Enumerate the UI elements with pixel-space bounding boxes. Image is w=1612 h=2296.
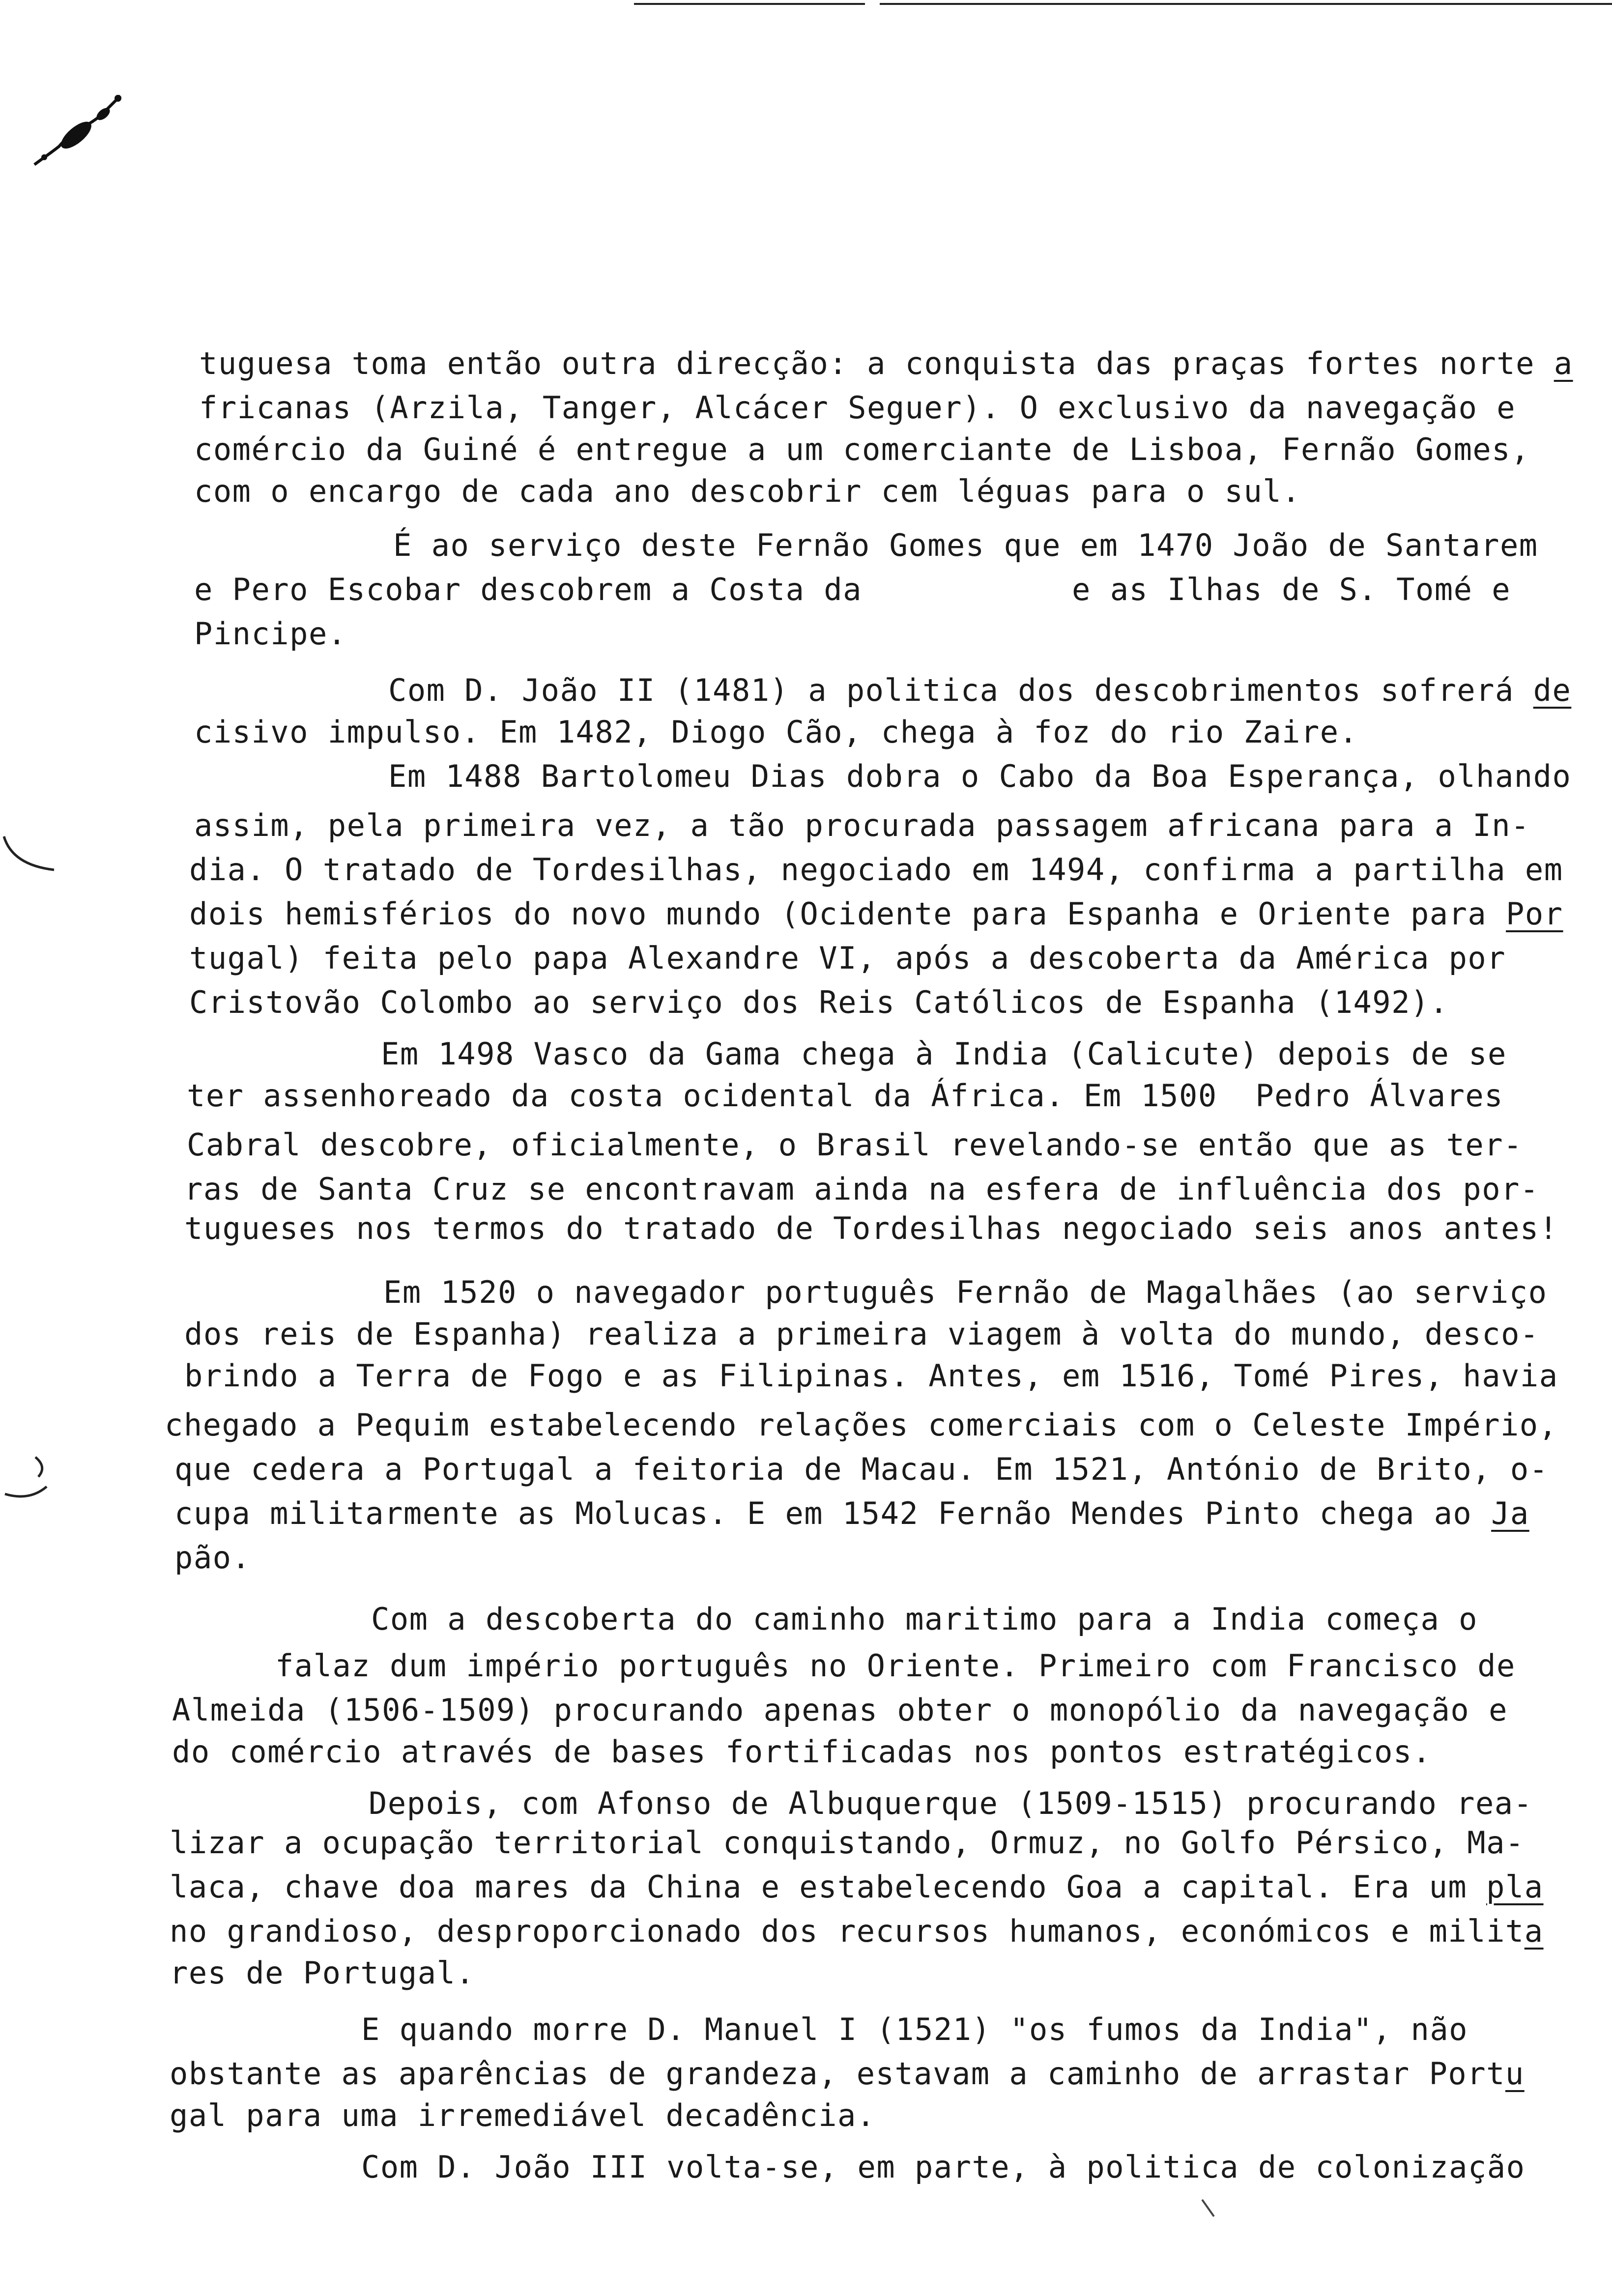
line-text: E quando morre D. Manuel I (1521) "os fumos da India", não — [361, 2011, 1468, 2047]
text-line — [170, 1953, 475, 1993]
line-text: ter assenhoreado da costa ocidental da África. Em 1500 Pedro Álvares — [187, 1078, 1504, 1114]
text-line — [199, 344, 1573, 383]
text-line — [184, 1170, 1539, 1209]
text-line — [170, 1823, 1525, 1863]
text-line — [170, 2096, 876, 2135]
text-line — [172, 1691, 1508, 1730]
line-text: Cristovão Colombo ao serviço dos Reis Católicos de Espanha (1492). — [189, 984, 1449, 1020]
text-line — [361, 2010, 1468, 2049]
line-tail: milit — [1429, 1913, 1525, 1949]
underlined-syllable: pla — [1486, 1869, 1544, 1905]
line-text: que cedera a Portugal a feitoria de Macau. Em 1521, António de Brito, o- — [174, 1451, 1549, 1487]
text-line — [383, 1273, 1547, 1312]
underlined-syllable: u — [1505, 2056, 1525, 2092]
line-text: É ao serviço deste Fernão Gomes que em 1470 João de Santarem — [393, 527, 1538, 563]
line-text: Depois, com Afonso de Albuquerque (1509-1515) procurando rea- — [369, 1785, 1533, 1821]
text-line — [174, 1494, 1529, 1533]
text-line — [194, 713, 1358, 752]
text-line — [189, 894, 1563, 934]
text-line — [194, 570, 1511, 609]
text-line — [187, 1076, 1503, 1116]
text-line — [170, 1912, 1544, 1951]
line-text: dos reis de Espanha) realiza a primeira viagem à volta do mundo, desco- — [184, 1316, 1539, 1352]
text-line — [184, 1209, 1558, 1248]
line-text: ras de Santa Cruz se encontravam ainda na esfera de influência dos por- — [184, 1171, 1539, 1207]
line-text: falaz dum império português no Oriente. Primeiro com Francisco de — [275, 1648, 1516, 1684]
text-line — [189, 850, 1563, 890]
text-line — [361, 2148, 1525, 2187]
text-line — [184, 1356, 1558, 1396]
underlined-syllable: de — [1533, 672, 1572, 708]
line-text: brindo a Terra de Fogo e as Filipinas. Antes, em 1516, Tomé Pires, havia — [184, 1358, 1558, 1394]
line-text: res de Portugal. — [170, 1955, 475, 1991]
line-text: com o encargo de cada ano descobrir cem léguas para o sul. — [194, 473, 1301, 509]
line-text: Almeida (1506-1509) procurando apenas obter o monopólio da navegação e — [172, 1692, 1508, 1728]
line-text: pão. — [174, 1540, 251, 1576]
line-text: Em 1520 o navegador português Fernão de Magalhães (ao serviço — [383, 1274, 1548, 1310]
underlined-syllable: Por — [1506, 896, 1563, 932]
line-text: tuguesa toma então outra direcção: a conquista das praças fortes norte — [199, 345, 1554, 381]
line-text: tugal) feita pelo papa Alexandre VI, após a descoberta da América por — [189, 940, 1506, 976]
line-text: cupa militarmente as Molucas. E em 1542 Fernão Mendes Pinto chega ao — [174, 1495, 1492, 1531]
text-line — [189, 983, 1449, 1022]
line-text: obstante as aparências de grandeza, estavam a caminho de arrastar — [170, 2056, 1429, 2092]
line-text: dois hemisférios do novo mundo (Ocidente para Espanha e Oriente para — [189, 896, 1506, 932]
text-line — [393, 526, 1538, 565]
text-line — [172, 1732, 1432, 1772]
text-line — [388, 671, 1571, 710]
line-text: assim, pela primeira vez, a tão procurada passagem africana para a In- — [194, 807, 1530, 843]
line-text: laca, chave doa mares da China e estabelecendo Goa a capital. Era um — [170, 1869, 1487, 1905]
line-text: no grandioso, desproporcionado dos recursos humanos, económicos e — [170, 1913, 1429, 1949]
line-text: Com a descoberta do caminho maritimo para a India começa o — [371, 1601, 1478, 1637]
line-text: Com D. João II (1481) a politica dos descobrimentos sofrerá — [388, 672, 1533, 708]
line-text: dia. O tratado de Tordesilhas, negociado em 1494, confirma a partilha em — [189, 852, 1563, 888]
line-text: tugueses nos termos do tratado de Tordesilhas negociado seis anos antes! — [184, 1210, 1558, 1246]
line-text: e Pero Escobar descobrem a Costa da e as Ilhas de S. Tomé e — [194, 572, 1511, 607]
line-text: gal para uma irremediável decadência. — [170, 2097, 876, 2133]
text-line — [189, 939, 1506, 978]
text-line — [388, 757, 1571, 796]
text-line — [194, 614, 347, 654]
line-text: Pincipe. — [194, 616, 347, 652]
underlined-syllable: a — [1524, 1913, 1544, 1949]
line-text: fricanas (Arzila, Tanger, Alcácer Seguer). O exclusivo da navegação e — [199, 390, 1516, 426]
text-line — [194, 472, 1301, 511]
text-line — [275, 1646, 1516, 1686]
line-tail: Port — [1429, 2056, 1505, 2092]
line-text: Em 1488 Bartolomeu Dias dobra o Cabo da Boa Esperança, olhando — [388, 758, 1572, 794]
line-text: lizar a ocupação territorial conquistando, Ormuz, no Golfo Pérsico, Ma- — [170, 1825, 1525, 1861]
text-line — [371, 1600, 1478, 1639]
text-line — [369, 1784, 1532, 1823]
text-line — [165, 1406, 1557, 1445]
line-text: Cabral descobre, oficialmente, o Brasil revelando-se então que as ter- — [187, 1127, 1523, 1163]
line-text: do comércio através de bases fortificadas nos pontos estratégicos. — [172, 1734, 1432, 1770]
text-line — [187, 1125, 1523, 1165]
text-line — [170, 1867, 1544, 1907]
text-line — [381, 1034, 1507, 1074]
underlined-syllable: a — [1554, 345, 1573, 381]
line-text: Em 1498 Vasco da Gama chega à India (Calicute) depois de se — [381, 1036, 1507, 1072]
line-text: Com D. João III volta-se, em parte, à politica de colonização — [361, 2149, 1526, 2185]
text-line — [194, 430, 1530, 469]
line-text: comércio da Guiné é entregue a um comerciante de Lisboa, Fernão Gomes, — [194, 431, 1530, 467]
text-line — [194, 806, 1530, 845]
text-line — [184, 1315, 1539, 1354]
line-text: cisivo impulso. Em 1482, Diogo Cão, chega à foz do rio Zaire. — [194, 714, 1358, 750]
text-line — [174, 1450, 1549, 1489]
text-line — [174, 1538, 251, 1578]
text-line — [199, 388, 1516, 428]
line-text: chegado a Pequim estabelecendo relações comerciais com o Celeste Império, — [165, 1407, 1558, 1443]
text-line — [170, 2054, 1525, 2094]
underlined-syllable: Ja — [1491, 1495, 1529, 1531]
